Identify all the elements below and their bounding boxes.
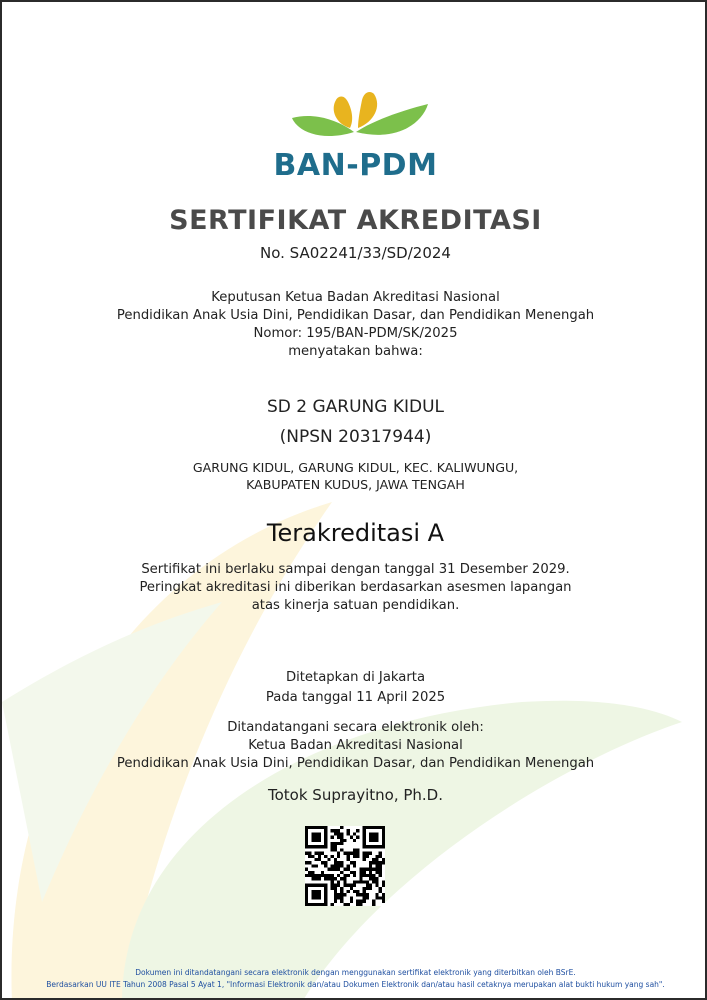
signer-name: Totok Suprayitno, Ph.D. <box>268 786 443 804</box>
validity-line-3: atas kinerja satuan pendidikan. <box>251 598 460 613</box>
decision-line-2: Pendidikan Anak Usia Dini, Pendidikan Dasar, dan Pendidikan Menengah <box>116 308 595 323</box>
validity-line-1: Sertifikat ini berlaku sampai dengan tanggal 31 Desember 2029. <box>141 562 570 577</box>
certificate-number: No. SA02241/33/SD/2024 <box>260 244 451 262</box>
ban-pdm-leaf-logo-icon <box>278 72 438 154</box>
decision-number: Nomor: 195/BAN-PDM/SK/2025 <box>253 326 458 341</box>
decision-line-4: menyatakan bahwa: <box>288 344 423 359</box>
school-address-line-2: KABUPATEN KUDUS, JAWA TENGAH <box>246 477 465 492</box>
qr-code-icon[interactable] <box>305 826 385 906</box>
issuance-date: Pada tanggal 11 April 2025 <box>265 690 446 705</box>
accreditation-status: Terakreditasi A <box>266 519 445 547</box>
school-address-line-1: GARUNG KIDUL, GARUNG KIDUL, KEC. KALIWUNGU, <box>192 460 519 475</box>
footer-line-2: Berdasarkan UU ITE Tahun 2008 Pasal 5 Ayat 1, "Informasi Elektronik dan/atau Dokumen Elektronik dan/atau hasil cetaknya merupakan alat bukti hukum yang sah". <box>46 980 665 989</box>
signed-by-line-1: Ditandatangani secara elektronik oleh: <box>227 720 484 735</box>
school-npsn: (NPSN 20317944) <box>279 427 432 447</box>
footer-line-1: Dokumen ini ditandatangani secara elektronik dengan menggunakan sertifikat elektronik yang diterbitkan oleh BSrE. <box>135 968 576 977</box>
validity-line-2: Peringkat akreditasi ini diberikan berdasarkan asesmen lapangan <box>139 580 572 595</box>
school-name: SD 2 GARUNG KIDUL <box>266 397 445 417</box>
decision-line-1: Keputusan Ketua Badan Akreditasi Nasional <box>211 290 500 305</box>
signed-by-line-3: Pendidikan Anak Usia Dini, Pendidikan Dasar, dan Pendidikan Menengah <box>116 756 595 771</box>
signed-by-line-2: Ketua Badan Akreditasi Nasional <box>248 738 463 753</box>
certificate-title: SERTIFIKAT AKREDITASI <box>169 205 542 236</box>
brand-name: BAN-PDM <box>273 148 438 183</box>
issuance-place: Ditetapkan di Jakarta <box>285 670 426 685</box>
